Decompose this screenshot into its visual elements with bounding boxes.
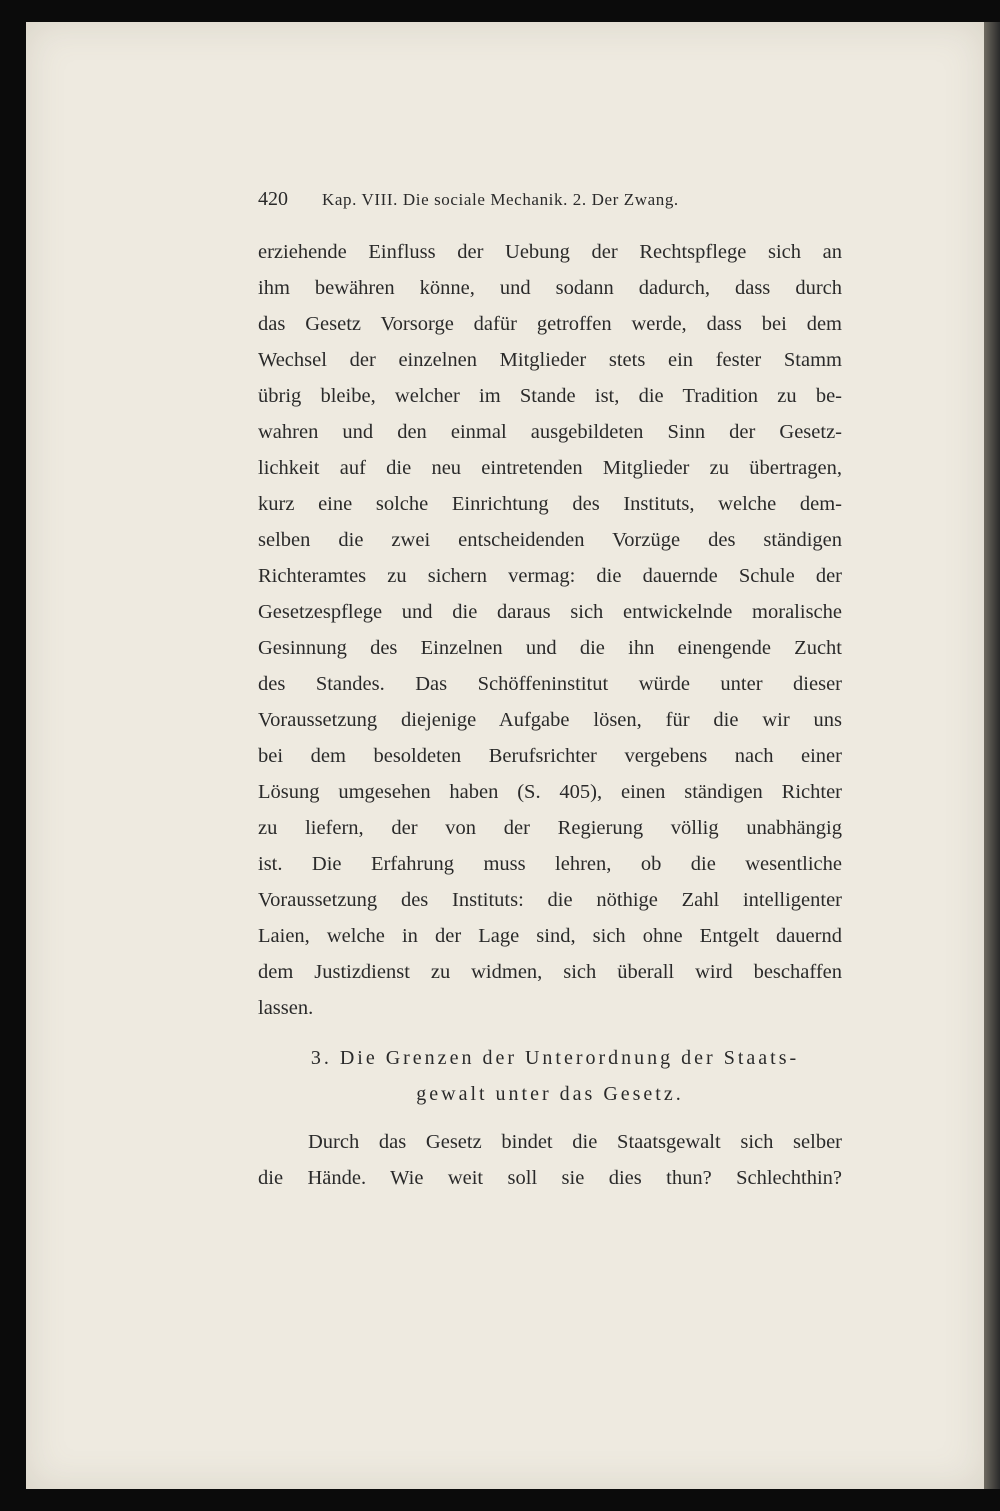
paragraph-2 <box>258 1124 842 1196</box>
text-line: Gesinnung des Einzelnen und die ihn einengende Zucht <box>258 637 842 659</box>
text-line: bei dem besoldeten Berufsrichter vergebens nach einer <box>258 745 842 767</box>
text-line: wahren und den einmal ausgebildeten Sinn der Gesetz- <box>258 421 842 443</box>
text-line: lichkeit auf die neu eintretenden Mitglieder zu übertragen, <box>258 457 842 479</box>
text-line: ist. Die Erfahrung muss lehren, ob die wesentliche <box>258 853 842 875</box>
text-line: des Standes. Das Schöffeninstitut würde unter dieser <box>258 673 842 695</box>
section-heading <box>258 1040 842 1112</box>
text-line: Wechsel der einzelnen Mitglieder stets ein fester Stamm <box>258 349 842 371</box>
text-line: Laien, welche in der Lage sind, sich ohne Entgelt dauernd <box>258 925 842 947</box>
text-line: Richteramtes zu sichern vermag: die dauernde Schule der <box>258 565 842 587</box>
text-line: Lösung umgesehen haben (S. 405), einen ständigen Richter <box>258 781 842 803</box>
section-heading-line: 3. Die Grenzen der Unterordnung der Staats- <box>310 1047 800 1069</box>
text-line: die Hände. Wie weit soll sie dies thun? Schlechthin? <box>258 1167 842 1189</box>
text-line: das Gesetz Vorsorge dafür getroffen werde, dass bei dem <box>258 313 842 335</box>
text-line: ihm bewähren könne, und sodann dadurch, dass durch <box>258 277 842 299</box>
text-line: Gesetzespflege und die daraus sich entwickelnde moralische <box>258 601 842 623</box>
page-edge-shadow <box>984 22 1000 1489</box>
text-line: lassen. <box>258 997 314 1019</box>
text-line: kurz eine solche Einrichtung des Instituts, welche dem- <box>258 493 842 515</box>
page-content <box>258 188 842 1196</box>
text-line: dem Justizdienst zu widmen, sich überall wird beschaffen <box>258 961 842 983</box>
text-line: selben die zwei entscheidenden Vorzüge des ständigen <box>258 529 842 551</box>
text-line: übrig bleibe, welcher im Stande ist, die Tradition zu be- <box>258 385 842 407</box>
paragraph-1 <box>258 234 842 1026</box>
text-line: erziehende Einfluss der Uebung der Rechtspflege sich an <box>258 241 842 263</box>
text-line: Voraussetzung des Instituts: die nöthige Zahl intelligenter <box>258 889 842 911</box>
running-header <box>258 188 842 218</box>
text-line: zu liefern, der von der Regierung völlig unabhängig <box>258 817 842 839</box>
page-number: 420 <box>258 188 288 210</box>
running-title: Kap. VIII. Die sociale Mechanik. 2. Der Zwang. <box>322 190 679 209</box>
section-heading-line: gewalt unter das Gesetz. <box>416 1083 684 1105</box>
text-line: Voraussetzung diejenige Aufgabe lösen, für die wir uns <box>258 709 842 731</box>
text-line: Durch das Gesetz bindet die Staatsgewalt sich selber <box>308 1131 842 1153</box>
